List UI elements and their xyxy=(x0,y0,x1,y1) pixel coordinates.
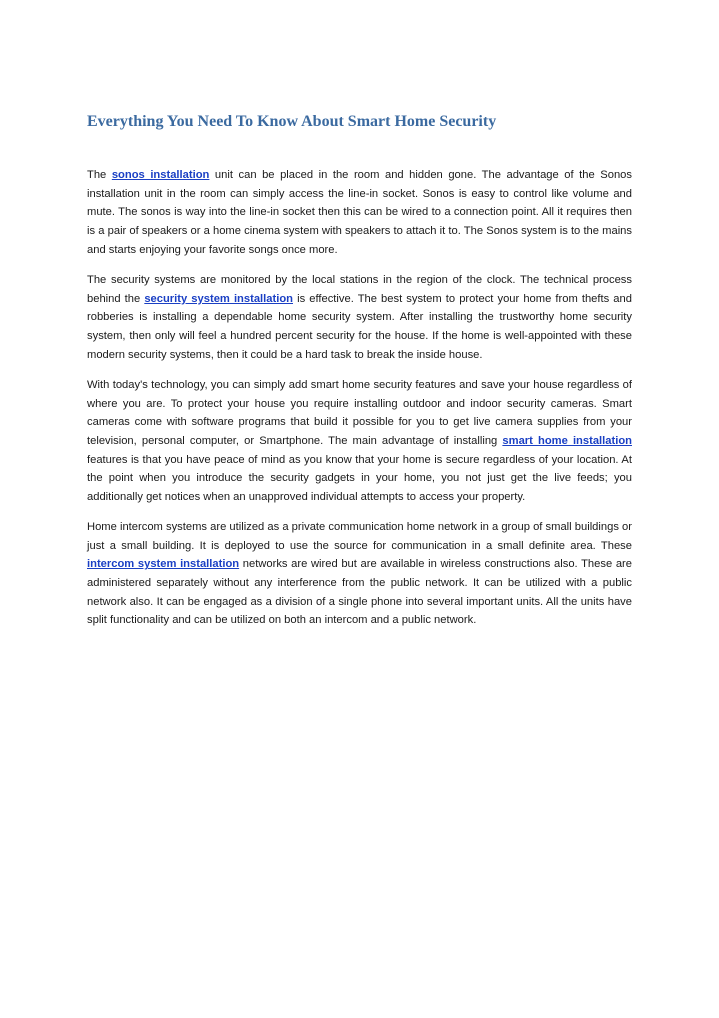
document-title: Everything You Need To Know About Smart Home Security xyxy=(87,113,497,130)
paragraph-text: The xyxy=(87,169,112,182)
security-system-installation-link[interactable]: security system installation xyxy=(144,292,293,305)
paragraph-text: The security systems are monitored by the local stations in the region of the clock. The technical process behind the xyxy=(87,274,632,305)
paragraph-smart-home xyxy=(87,376,632,506)
paragraph-text: unit can be placed in the room and hidden gone. The advantage of the Sonos installation unit in the room can simply access the line-in socket. Sonos is easy to control like volume and mute. The sonos is way into the line-in socket then this can be wired to a connection point. All it requires then is a pair of speakers or a home cinema system with speakers to attach it to. The Sonos system is to the mains and starts enjoying your favorite songs once more. xyxy=(87,169,632,256)
paragraph-sonos xyxy=(87,166,632,259)
smart-home-installation-link[interactable]: smart home installation xyxy=(502,434,632,447)
paragraph-text: networks are wired but are available in wireless constructions also. These are administered separately without any interference from the public network. It can be utilized with a public network also. It can be engaged as a division of a single phone into several important units. All the units have split functionality and can be utilized on both an intercom and a public network. xyxy=(87,558,632,627)
sonos-installation-link[interactable]: sonos installation xyxy=(111,169,210,182)
paragraph-text: With today's technology, you can simply add smart home security features and save your house regardless of where you are. To protect your house you require installing outdoor and indoor security cameras. Smart cameras come with software programs that build it possible for you to get live camera supplies from your television, personal computer, or Smartphone. The main advantage of installing xyxy=(87,379,632,447)
paragraph-text: is effective. The best system to protect your home from thefts and robberies is installing a dependable home security system. After installing the trustworthy home security system, then only will feel a hundred percent security for the house. If the home is well-appointed with these modern security systems, then it could be a hard task to break the inside house. xyxy=(87,292,632,361)
paragraph-security-system xyxy=(87,271,632,364)
paragraph-intercom xyxy=(87,518,632,630)
intercom-system-installation-link[interactable]: intercom system installation xyxy=(87,558,240,571)
paragraph-text: Home intercom systems are utilized as a private communication home network in a group of small buildings or just a small building. It is deployed to use the source for communication in a small definite area. These xyxy=(87,521,632,552)
paragraph-text: features is that you have peace of mind as you know that your home is secure regardless of your location. At the point when you introduce the security gadgets in your home, you not just get the live feeds; you additionally get notices when an unapproved individual attempts to access your property. xyxy=(87,453,632,503)
document-body xyxy=(87,112,632,642)
